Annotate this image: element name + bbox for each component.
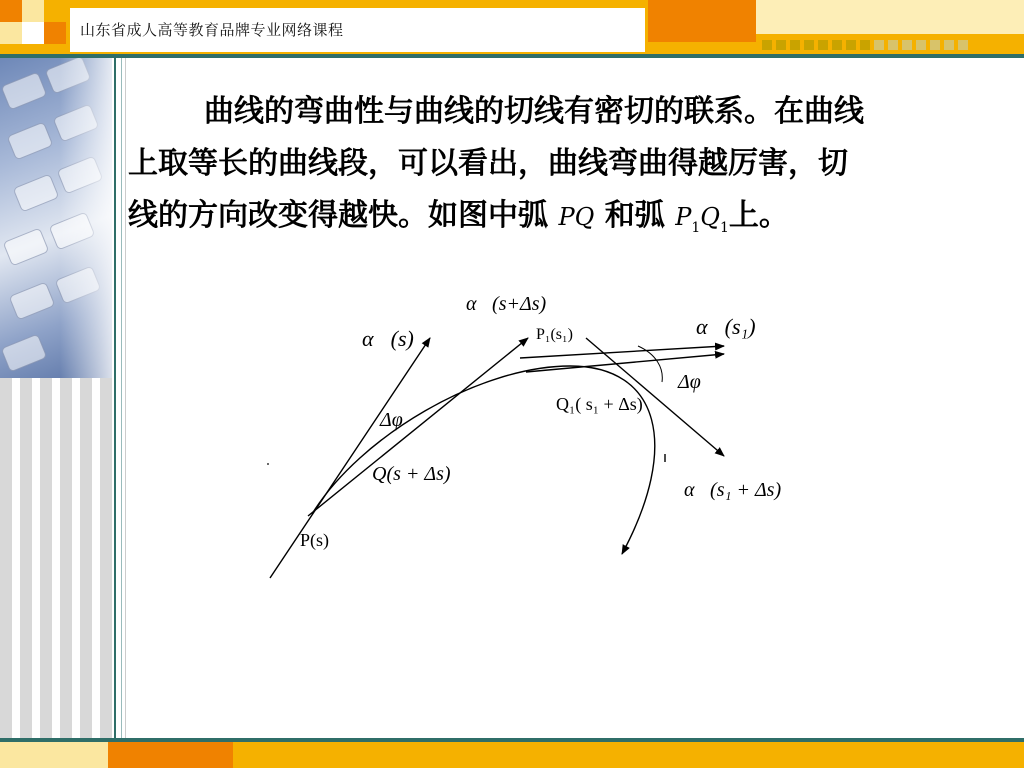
slide-paragraph <box>128 86 1024 242</box>
paragraph-line-3-text: 和弧 <box>604 198 665 233</box>
header-square-decor <box>0 0 22 22</box>
header-band <box>0 0 1024 58</box>
paragraph-line-2: 上取等长的曲线段，可以看出，曲线弯曲得越厉害，切 <box>128 146 848 181</box>
label-delta-phi-right: Δφ <box>678 371 701 393</box>
header-square-decor <box>44 22 66 44</box>
label-alpha-s-ds: α⃗(s+Δs) <box>466 293 547 315</box>
arc-p1q1-sub: 1 <box>719 220 729 236</box>
sidebar-stripes <box>0 378 112 738</box>
header-pale-block <box>756 0 1024 34</box>
label-p1: P₁(s₁) <box>536 326 573 343</box>
arc-p1q1-q: Q <box>700 203 720 231</box>
header-orange-block <box>648 0 756 42</box>
label-q: Q(s + Δs) <box>372 463 451 485</box>
header-square-decor <box>22 0 44 22</box>
tangent-at-p1-parallel <box>526 354 724 372</box>
arc-p1q1-p: P <box>675 203 692 231</box>
arc-pq: PQ <box>558 203 595 231</box>
tangent-at-q <box>308 338 528 516</box>
sidebar-divider-line <box>125 58 126 738</box>
curvature-diagram <box>240 286 820 596</box>
header-square-decor <box>22 22 44 44</box>
keyboard-photo <box>0 58 112 378</box>
paragraph-line-3-text: 线的方向改变得越快。如图中弧 <box>128 198 548 233</box>
course-title: 山东省成人高等教育品牌专业网络课程 <box>80 21 344 39</box>
left-sidebar-decor <box>0 58 126 738</box>
tangent-at-p <box>270 338 430 578</box>
sidebar-divider-line <box>114 58 116 738</box>
footer-pale-block <box>0 742 108 768</box>
label-q1: Q₁( s₁ + Δs) <box>556 394 643 414</box>
label-alpha-s: α⃗(s) <box>362 326 414 351</box>
label-delta-phi-left: Δφ <box>380 409 403 431</box>
arc-p1q1-sub: 1 <box>691 220 701 236</box>
paragraph-line-3-text: 上。 <box>728 198 789 233</box>
label-p: P(s) <box>300 530 330 550</box>
label-alpha-s1: α⃗(s₁) <box>696 314 756 339</box>
paragraph-line-1: 曲线的弯曲性与曲线的切线有密切的联系。在曲线 <box>204 94 864 129</box>
header-dot-pattern <box>762 40 968 50</box>
header-divider-line <box>0 54 1024 58</box>
header-square-decor <box>0 22 22 44</box>
paragraph-line-3 <box>128 190 1024 242</box>
sidebar-divider-line <box>121 58 122 738</box>
footer-gold-band <box>233 742 1024 768</box>
label-alpha-s1-ds: α⃗(s₁ + Δs) <box>684 479 782 501</box>
footer-orange-block <box>108 742 233 768</box>
